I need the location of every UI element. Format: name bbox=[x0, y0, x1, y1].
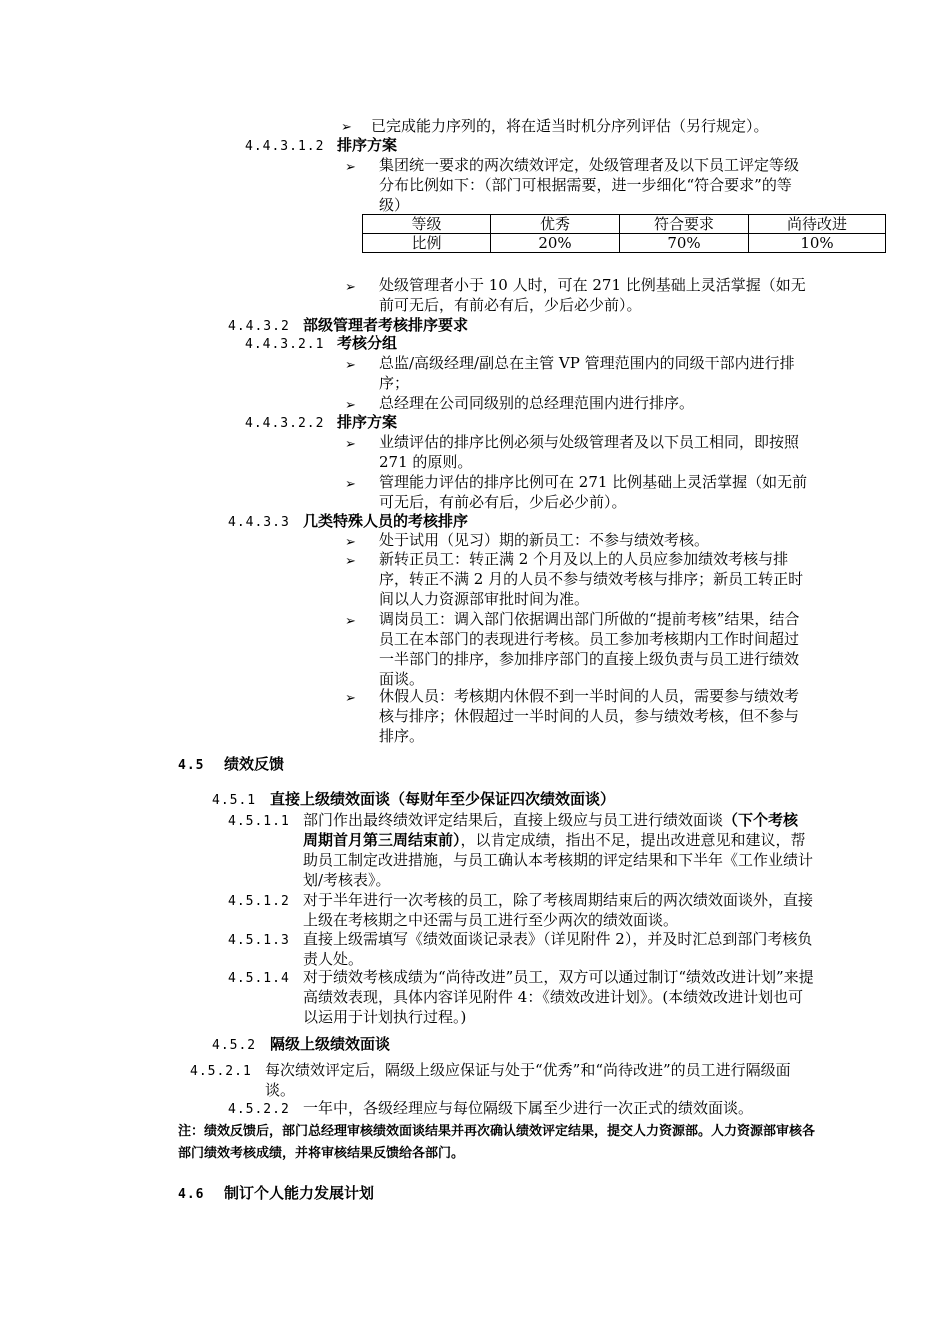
paragraph bbox=[303, 810, 813, 890]
table-cell: 优秀 bbox=[491, 215, 620, 234]
section-title: 排序方案 bbox=[337, 136, 398, 154]
paragraph: 每次绩效评定后，隔级上级应保证与处于“优秀”和“尚待改进”的员工进行隔级面谈。 bbox=[265, 1061, 791, 1099]
section-number: 4.5 bbox=[178, 758, 205, 773]
table-cell: 20% bbox=[491, 234, 620, 253]
section-number: 4.5.1.2 bbox=[228, 894, 290, 909]
table-cell: 等级 bbox=[363, 215, 491, 234]
section-title: 绩效反馈 bbox=[224, 755, 285, 773]
bullet-text: 总经理在公司同级别的总经理范围内进行排序。 bbox=[379, 394, 695, 412]
bullet-text: 处级管理者小于 10 人时，可在 271 比例基础上灵活掌握（如无前可无后，有前必有后，少后必少前）。 bbox=[379, 276, 806, 314]
arrow-bullet-icon: ➢ bbox=[345, 554, 356, 569]
arrow-bullet-icon: ➢ bbox=[345, 358, 356, 373]
paragraph: 对于绩效考核成绩为“尚待改进”员工，双方可以通过制订“绩效改进计划”来提高绩效表现，具体内容详见附件 4：《绩效改进计划》。(本绩效改进计划也可以运用于计划执行过程。) bbox=[303, 968, 814, 1026]
paragraph-text: ，以肯定成绩，指出不足，提出改进意见和建议，帮助员工制定改进措施，与员工确认本考核期的评定结果和下半年《工作业绩计划/考核表》。 bbox=[303, 831, 814, 889]
footnote: 注：绩效反馈后，部门总经理审核绩效面谈结果并再次确认绩效评定结果，提交人力资源部。人力资源部审核各部门绩效考核成绩，并将审核结果反馈给各部门。 bbox=[178, 1124, 816, 1161]
bullet-text: 总监/高级经理/副总在主管 VP 管理范围内的同级干部内进行排序； bbox=[379, 354, 795, 392]
table-cell: 尚待改进 bbox=[749, 215, 886, 234]
section-title: 排序方案 bbox=[337, 413, 398, 431]
arrow-bullet-icon: ➢ bbox=[345, 160, 356, 175]
arrow-bullet-icon: ➢ bbox=[345, 477, 356, 492]
bullet-text: 管理能力评估的排序比例可在 271 比例基础上灵活掌握（如无前可无后，有前必有后，少后必少前）。 bbox=[379, 473, 808, 511]
section-number: 4.5.2.1 bbox=[190, 1064, 252, 1079]
bullet-text: 集团统一要求的两次绩效评定，处级管理者及以下员工评定等级分布比例如下：（部门可根据需要，进一步细化“符合要求”的等级） bbox=[379, 156, 800, 214]
paragraph-bold-text: （下个考核周期首月第三周结束前） bbox=[303, 811, 799, 849]
section-number: 4.4.3.3 bbox=[228, 515, 290, 530]
paragraph: 一年中，各级经理应与每位隔级下属至少进行一次正式的绩效面谈。 bbox=[303, 1099, 754, 1117]
section-number: 4.4.3.1.2 bbox=[245, 139, 325, 154]
section-number: 4.4.3.2.2 bbox=[245, 416, 325, 431]
section-title: 隔级上级绩效面谈 bbox=[270, 1035, 391, 1053]
bullet-text: 已完成能力序列的，将在适当时机分序列评估（另行规定）。 bbox=[371, 117, 769, 135]
section-number: 4.5.1.4 bbox=[228, 971, 290, 986]
section-title: 几类特殊人员的考核排序 bbox=[303, 512, 469, 530]
arrow-bullet-icon: ➢ bbox=[345, 280, 356, 295]
paragraph-text: 部门作出最终绩效评定结果后，直接上级应与员工进行绩效面谈 bbox=[303, 811, 724, 829]
section-number: 4.5.1.1 bbox=[228, 814, 290, 829]
bullet-text: 业绩评估的排序比例必须与处级管理者及以下员工相同，即按照 271 的原则。 bbox=[379, 433, 800, 471]
bullet-text: 休假人员：考核期内休假不到一半时间的人员，需要参与绩效考核与排序；休假超过一半时间的人员，参与绩效考核，但不参与排序。 bbox=[379, 687, 800, 745]
paragraph: 对于半年进行一次考核的员工，除了考核周期结束后的两次绩效面谈外，直接上级在考核期之中还需与员工进行至少两次的绩效面谈。 bbox=[303, 891, 814, 929]
paragraph: 直接上级需填写《绩效面谈记录表》（详见附件 2），并及时汇总到部门考核负责人处。 bbox=[303, 930, 813, 968]
section-title: 部级管理者考核排序要求 bbox=[303, 316, 469, 334]
section-number: 4.5.2.2 bbox=[228, 1102, 290, 1117]
table-cell: 70% bbox=[620, 234, 749, 253]
bullet-text: 新转正员工：转正满 2 个月及以上的人员应参加绩效考核与排序，转正不满 2 月的人员不参与绩效考核与排序；新员工转正时间以人力资源部审批时间为准。 bbox=[379, 550, 804, 608]
distribution-table bbox=[362, 214, 886, 253]
arrow-bullet-icon: ➢ bbox=[345, 437, 356, 452]
arrow-bullet-icon: ➢ bbox=[345, 398, 356, 413]
table-cell: 符合要求 bbox=[620, 215, 749, 234]
section-number: 4.6 bbox=[178, 1187, 205, 1202]
table-row bbox=[363, 215, 886, 234]
section-number: 4.5.2 bbox=[212, 1038, 257, 1053]
table-cell: 10% bbox=[749, 234, 886, 253]
table-row bbox=[363, 234, 886, 253]
bullet-text: 处于试用（见习）期的新员工：不参与绩效考核。 bbox=[379, 531, 710, 549]
section-number: 4.4.3.2.1 bbox=[245, 337, 325, 352]
section-number: 4.4.3.2 bbox=[228, 319, 290, 334]
arrow-bullet-icon: ➢ bbox=[345, 614, 356, 629]
section-title: 考核分组 bbox=[337, 334, 398, 352]
section-title: 直接上级绩效面谈（每财年至少保证四次绩效面谈） bbox=[270, 790, 616, 808]
section-number: 4.5.1.3 bbox=[228, 933, 290, 948]
section-number: 4.5.1 bbox=[212, 793, 257, 808]
arrow-bullet-icon: ➢ bbox=[345, 691, 356, 706]
section-title: 制订个人能力发展计划 bbox=[224, 1184, 375, 1202]
arrow-bullet-icon: ➢ bbox=[341, 120, 352, 135]
table-cell: 比例 bbox=[363, 234, 491, 253]
arrow-bullet-icon: ➢ bbox=[345, 535, 356, 550]
bullet-text: 调岗员工：调入部门依据调出部门所做的“提前考核”结果，结合员工在本部门的表现进行考核。员工参加考核期内工作时间超过一半部门的排序，参加排序部门的直接上级负责与员工进行绩效面谈。 bbox=[379, 610, 800, 688]
